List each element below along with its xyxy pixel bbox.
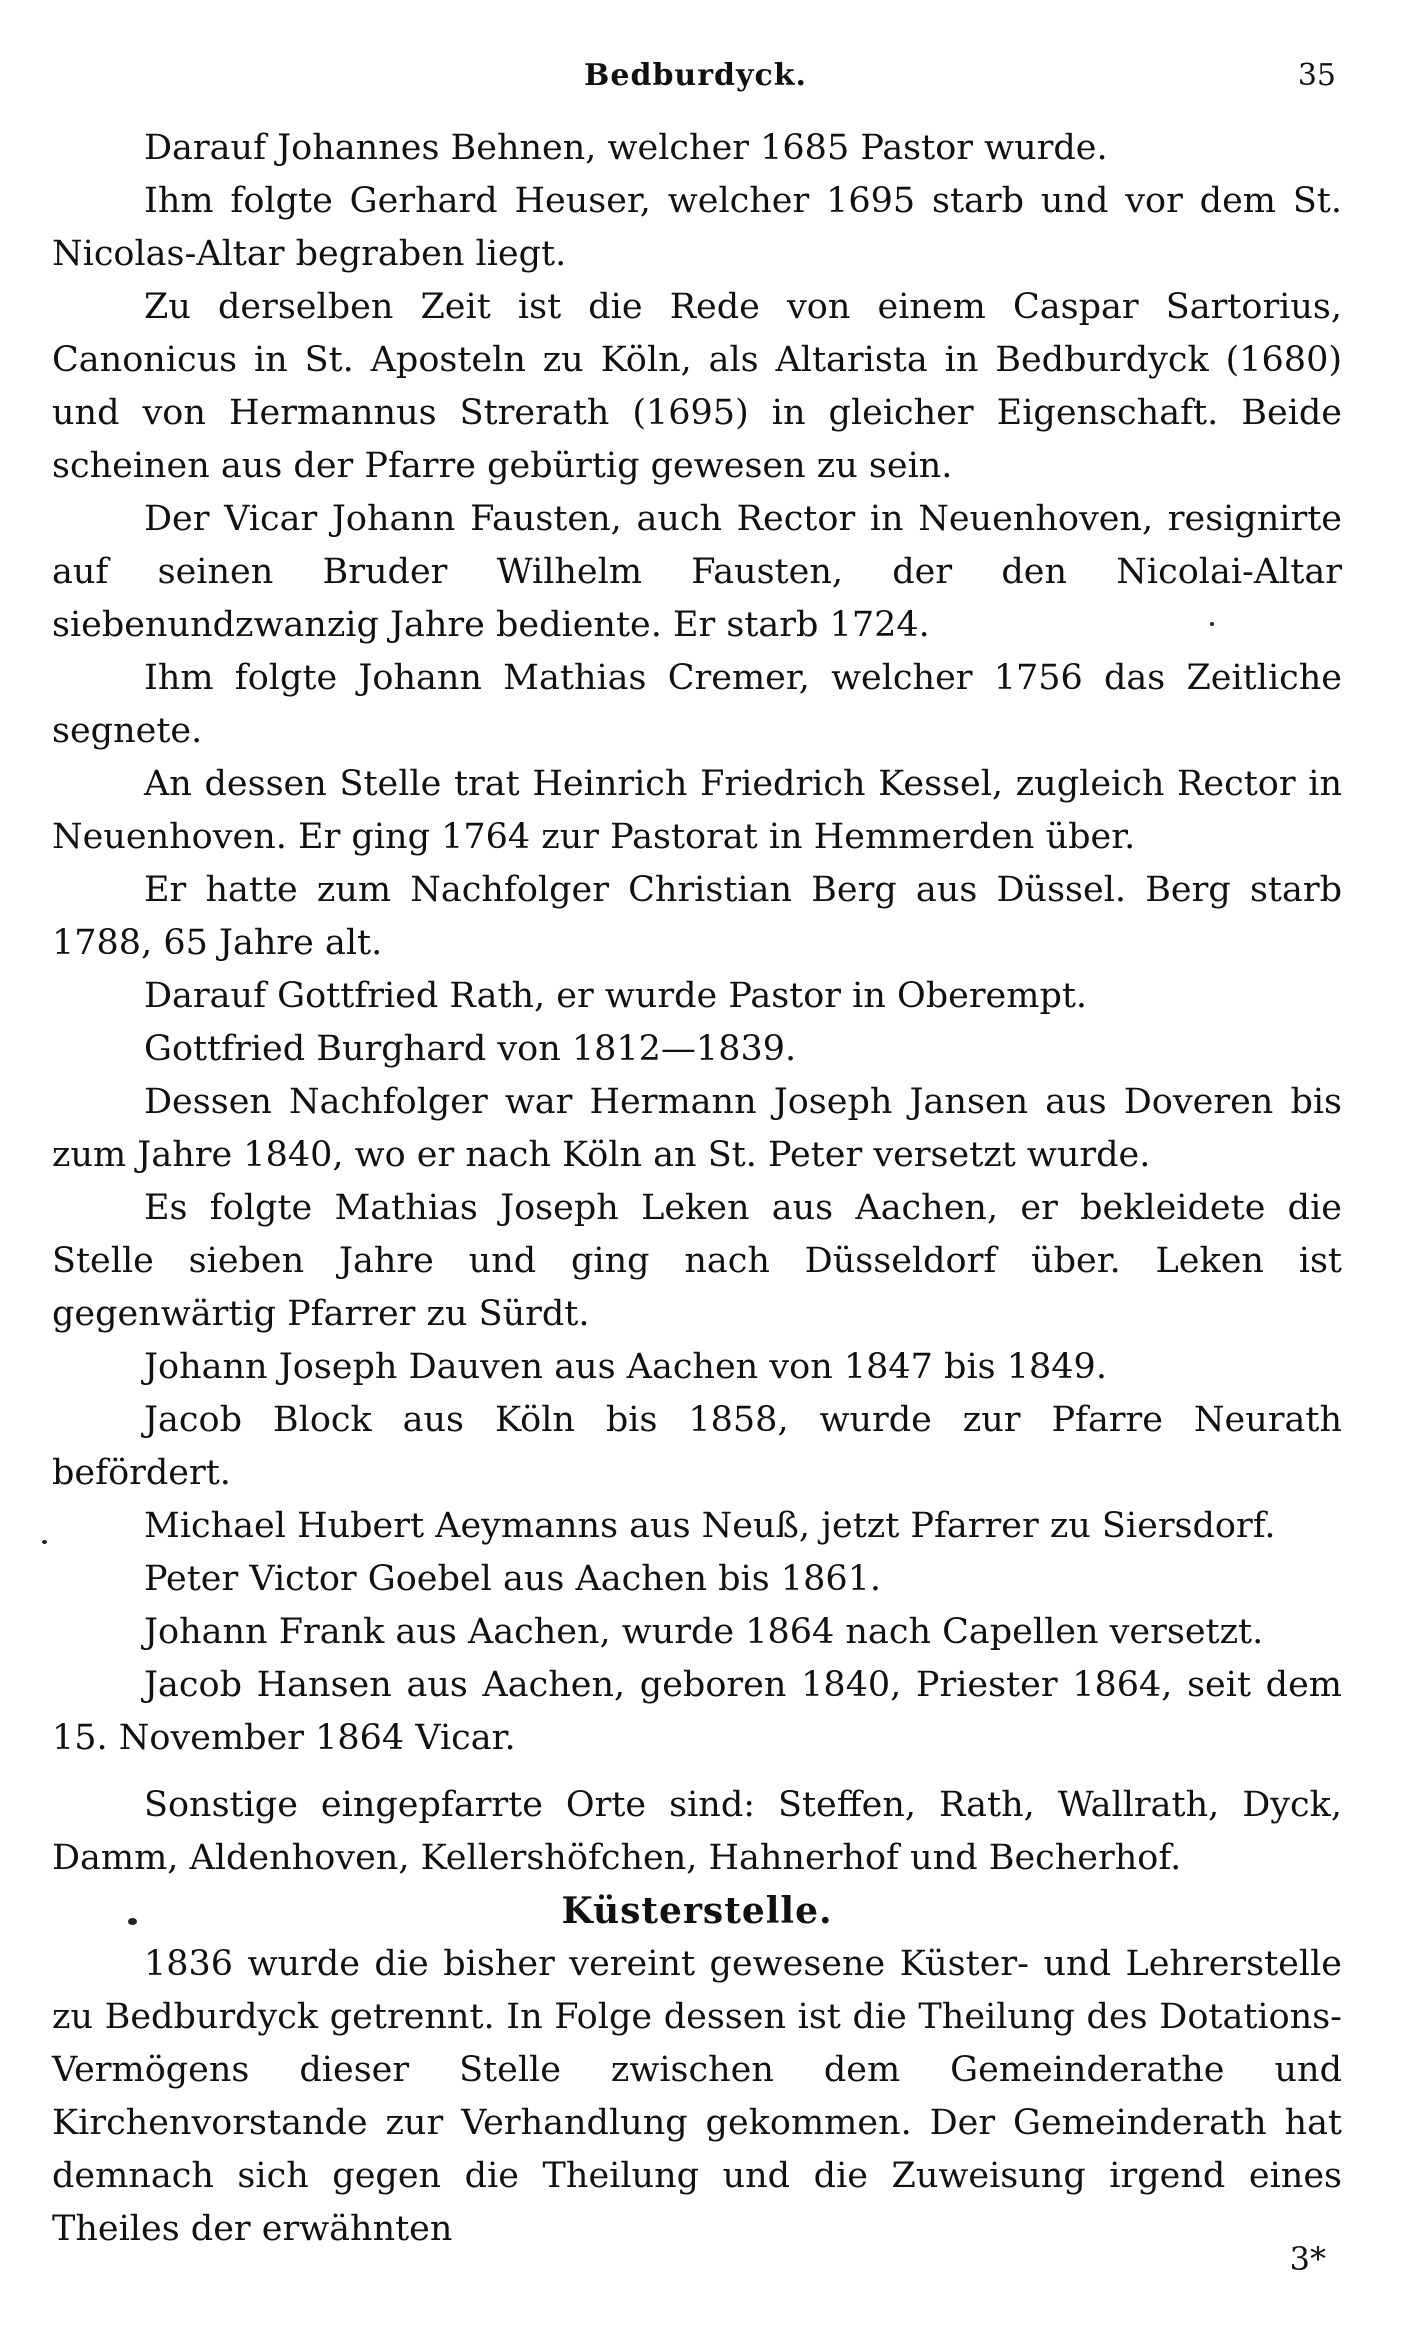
- paragraph: Peter Victor Goebel aus Aachen bis 1861.: [144, 1559, 881, 1599]
- paragraph: Ihm folgte Gerhard Heuser, welcher 1695 starb und vor dem St. Nicolas-Altar begraben liegt.: [52, 181, 1342, 274]
- paragraph: Johann Frank aus Aachen, wurde 1864 nach Capellen versetzt.: [144, 1612, 1264, 1652]
- running-head: [55, 58, 1336, 104]
- paragraph: Zu derselben Zeit ist die Rede von einem Caspar Sartorius, Canonicus in St. Aposteln zu Köln, als Altarista in Bedburdyck (1680) und von Hermannus Strerath (1695) in gleicher Eigenschaft. Beide scheinen aus der Pfarre gebürtig gewesen zu sein.: [52, 287, 1342, 486]
- paragraph: Darauf Gottfried Rath, er wurde Pastor in Oberempt.: [144, 976, 1088, 1016]
- paragraph: An dessen Stelle trat Heinrich Friedrich Kessel, zugleich Rector in Neuenhoven. Er ging 1764 zur Pastorat in Hemmerden über.: [52, 764, 1342, 857]
- paragraph: Gottfried Burghard von 1812—1839.: [144, 1029, 797, 1069]
- paragraph: Dessen Nachfolger war Hermann Joseph Jansen aus Doveren bis zum Jahre 1840, wo er nach Köln an St. Peter versetzt wurde.: [52, 1082, 1342, 1175]
- paragraph: Es folgte Mathias Joseph Leken aus Aachen, er bekleidete die Stelle sieben Jahre und ging nach Düsseldorf über. Leken ist gegenwärtig Pfarrer zu Sürdt.: [52, 1188, 1342, 1334]
- paragraph: Johann Joseph Dauven aus Aachen von 1847 bis 1849.: [144, 1347, 1107, 1387]
- paragraph: Jacob Block aus Köln bis 1858, wurde zur Pfarre Neurath befördert.: [52, 1400, 1342, 1493]
- print-speck: [128, 1918, 137, 1925]
- print-speck: [42, 1540, 47, 1544]
- paragraph: Jacob Hansen aus Aachen, geboren 1840, Priester 1864, seit dem 15. November 1864 Vicar.: [52, 1665, 1342, 1758]
- orte-paragraph: Sonstige eingepfarrte Orte sind: Steffen, Rath, Wallrath, Dyck, Damm, Aldenhoven, Kellershöfchen, Hahnerhof und Becherhof.: [52, 1785, 1342, 1878]
- paragraph: Ihm folgte Johann Mathias Cremer, welcher 1756 das Zeitliche segnete.: [52, 658, 1342, 751]
- paragraph: Darauf Johannes Behnen, welcher 1685 Pastor wurde.: [144, 128, 1108, 168]
- print-speck: [1210, 622, 1214, 626]
- paragraph: Er hatte zum Nachfolger Christian Berg aus Düssel. Berg starb 1788, 65 Jahre alt.: [52, 870, 1342, 963]
- page-number: 35: [1297, 58, 1336, 93]
- paragraph: Der Vicar Johann Fausten, auch Rector in Neuenhoven, resignirte auf seinen Bruder Wilhelm Fausten, der den Nicolai-Altar siebenundzwanzig Jahre bediente. Er starb 1724.: [52, 499, 1342, 645]
- paragraph: Michael Hubert Aeymanns aus Neuß, jetzt Pfarrer zu Siersdorf.: [144, 1506, 1276, 1546]
- running-title: Bedburdyck.: [584, 58, 807, 93]
- section-paragraph: 1836 wurde die bisher vereint gewesene Küster- und Lehrerstelle zu Bedburdyck getrennt. In Folge dessen ist die Theilung des Dotations-Vermögens dieser Stelle zwischen dem Gemeinderathe und Kirchenvorstande zur Verhandlung gekommen. Der Gemeinderath hat demnach sich gegen die Theilung und die Zuweisung irgend eines Theiles der erwähnten: [52, 1944, 1342, 2249]
- section-heading: Küsterstelle.: [561, 1890, 833, 1932]
- page-body: [52, 122, 1342, 2256]
- signature-mark: 3*: [1289, 2240, 1326, 2278]
